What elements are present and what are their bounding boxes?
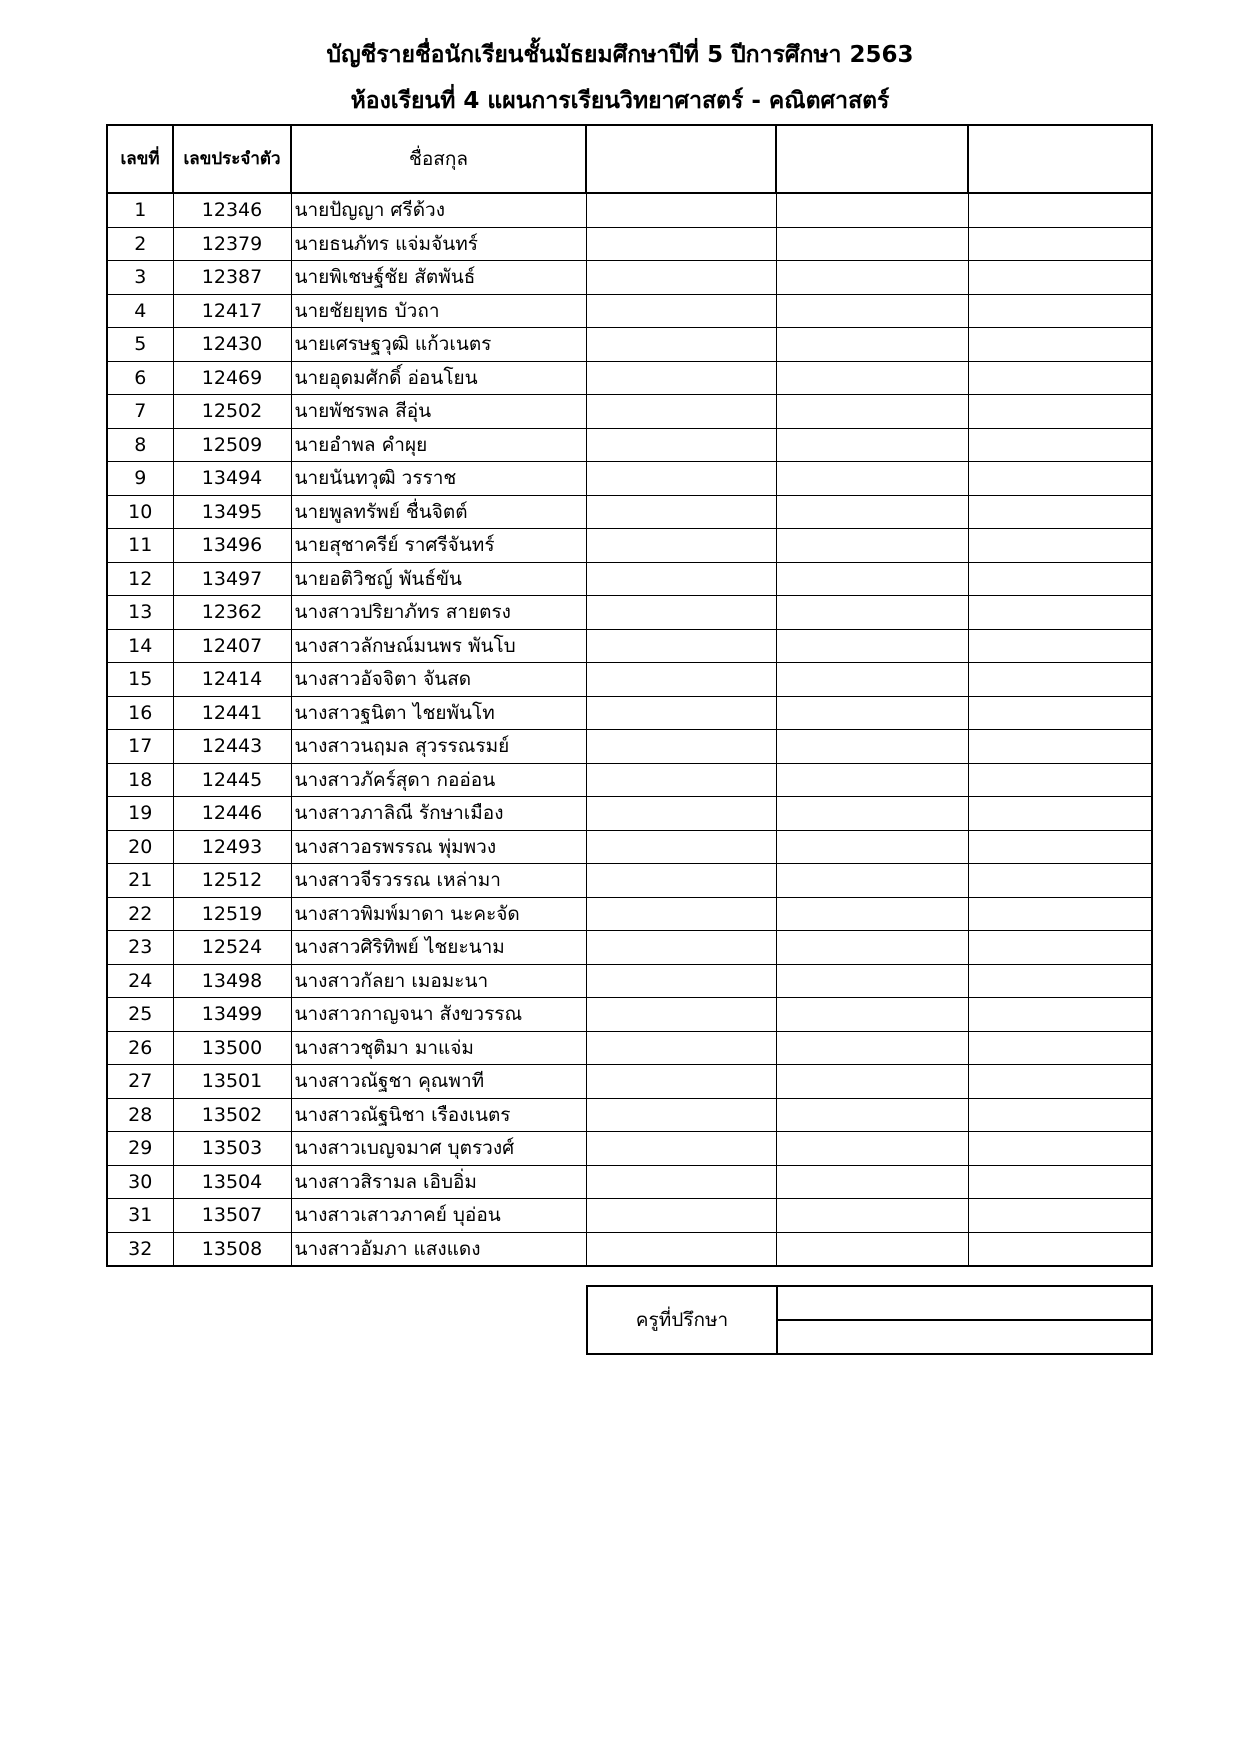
row-student-id: 12446	[173, 797, 291, 831]
row-student-name: นางสาวเบญจมาศ บุตรวงศ์	[291, 1132, 586, 1166]
row-student-id: 12414	[173, 663, 291, 697]
row-blank-cell	[586, 294, 776, 328]
row-student-id: 12469	[173, 361, 291, 395]
row-student-id: 12387	[173, 261, 291, 295]
row-student-id: 13500	[173, 1031, 291, 1065]
row-student-name: นางสาวชุติมา มาแจ่ม	[291, 1031, 586, 1065]
row-blank-cell	[968, 797, 1152, 831]
row-number: 11	[107, 529, 173, 563]
row-student-id: 12362	[173, 596, 291, 630]
row-number: 21	[107, 864, 173, 898]
row-student-id: 13508	[173, 1232, 291, 1266]
table-row	[107, 261, 1152, 295]
row-blank-cell	[776, 629, 968, 663]
table-row	[107, 1132, 1152, 1166]
row-student-name: นายชัยยุทธ บัวถา	[291, 294, 586, 328]
row-blank-cell	[586, 227, 776, 261]
row-blank-cell	[968, 294, 1152, 328]
row-student-id: 12519	[173, 897, 291, 931]
row-student-name: นางสาวสิรามล เอิบอิ่ม	[291, 1165, 586, 1199]
row-student-id: 13496	[173, 529, 291, 563]
row-number: 17	[107, 730, 173, 764]
row-number: 20	[107, 830, 173, 864]
row-blank-cell	[776, 1031, 968, 1065]
row-blank-cell	[776, 361, 968, 395]
row-number: 3	[107, 261, 173, 295]
row-blank-cell	[968, 562, 1152, 596]
table-row	[107, 1065, 1152, 1099]
row-blank-cell	[586, 562, 776, 596]
row-blank-cell	[586, 830, 776, 864]
row-blank-cell	[776, 1232, 968, 1266]
table-row	[107, 227, 1152, 261]
row-blank-cell	[776, 193, 968, 227]
row-student-id: 12417	[173, 294, 291, 328]
row-blank-cell	[776, 830, 968, 864]
table-row	[107, 428, 1152, 462]
row-blank-cell	[968, 931, 1152, 965]
row-blank-cell	[968, 964, 1152, 998]
table-row	[107, 495, 1152, 529]
advisor-signature-line-1	[777, 1286, 1152, 1320]
row-student-name: นายเศรษฐวุฒิ แก้วเนตร	[291, 328, 586, 362]
row-student-id: 12379	[173, 227, 291, 261]
row-number: 8	[107, 428, 173, 462]
row-number: 1	[107, 193, 173, 227]
table-row	[107, 462, 1152, 496]
row-student-id: 13495	[173, 495, 291, 529]
row-student-name: นายพัชรพล สีอุ่น	[291, 395, 586, 429]
row-blank-cell	[776, 763, 968, 797]
table-row	[107, 797, 1152, 831]
row-student-name: นางสาวจีรวรรณ เหล่ามา	[291, 864, 586, 898]
row-student-id: 13499	[173, 998, 291, 1032]
row-blank-cell	[968, 529, 1152, 563]
row-blank-cell	[586, 328, 776, 362]
row-student-id: 12407	[173, 629, 291, 663]
row-blank-cell	[968, 763, 1152, 797]
row-blank-cell	[776, 227, 968, 261]
row-blank-cell	[968, 361, 1152, 395]
row-student-name: นายปัญญา ศรีด้วง	[291, 193, 586, 227]
row-blank-cell	[586, 663, 776, 697]
row-blank-cell	[968, 864, 1152, 898]
table-row	[107, 931, 1152, 965]
row-student-name: นางสาวศิริทิพย์ ไชยะนาม	[291, 931, 586, 965]
row-blank-cell	[776, 1098, 968, 1132]
row-blank-cell	[586, 797, 776, 831]
row-blank-cell	[776, 294, 968, 328]
row-student-name: นางสาวอัจจิตา จันสด	[291, 663, 586, 697]
roster-body	[107, 193, 1152, 1266]
row-blank-cell	[586, 1065, 776, 1099]
row-blank-cell	[776, 897, 968, 931]
row-blank-cell	[968, 395, 1152, 429]
column-header-blank-1	[586, 125, 776, 193]
row-number: 15	[107, 663, 173, 697]
table-row	[107, 864, 1152, 898]
row-blank-cell	[776, 495, 968, 529]
row-student-id: 13501	[173, 1065, 291, 1099]
row-blank-cell	[586, 596, 776, 630]
row-blank-cell	[586, 462, 776, 496]
row-student-id: 12445	[173, 763, 291, 797]
row-blank-cell	[968, 1031, 1152, 1065]
row-blank-cell	[968, 1165, 1152, 1199]
row-blank-cell	[968, 663, 1152, 697]
table-row	[107, 1165, 1152, 1199]
row-blank-cell	[968, 1199, 1152, 1233]
row-student-id: 13494	[173, 462, 291, 496]
row-blank-cell	[776, 529, 968, 563]
row-blank-cell	[586, 1199, 776, 1233]
table-row	[107, 763, 1152, 797]
row-blank-cell	[776, 462, 968, 496]
column-header-blank-3	[968, 125, 1152, 193]
row-blank-cell	[968, 1065, 1152, 1099]
table-row	[107, 629, 1152, 663]
row-student-name: นางสาวฐนิตา ไชยพันโท	[291, 696, 586, 730]
row-student-id: 12509	[173, 428, 291, 462]
row-blank-cell	[586, 1232, 776, 1266]
row-blank-cell	[968, 1232, 1152, 1266]
row-number: 24	[107, 964, 173, 998]
row-number: 26	[107, 1031, 173, 1065]
row-student-name: นายธนภัทร แจ่มจันทร์	[291, 227, 586, 261]
row-blank-cell	[776, 1065, 968, 1099]
row-student-name: นางสาวพิมพ์มาดา นะคะจัด	[291, 897, 586, 931]
row-number: 7	[107, 395, 173, 429]
row-blank-cell	[586, 1098, 776, 1132]
row-blank-cell	[776, 1199, 968, 1233]
row-blank-cell	[586, 931, 776, 965]
row-blank-cell	[776, 797, 968, 831]
table-row	[107, 696, 1152, 730]
table-row	[107, 830, 1152, 864]
row-blank-cell	[968, 998, 1152, 1032]
row-blank-cell	[968, 596, 1152, 630]
row-number: 18	[107, 763, 173, 797]
row-blank-cell	[586, 361, 776, 395]
row-blank-cell	[776, 931, 968, 965]
row-student-name: นายอุดมศักดิ์ อ่อนโยน	[291, 361, 586, 395]
table-row	[107, 562, 1152, 596]
row-blank-cell	[586, 730, 776, 764]
row-blank-cell	[586, 864, 776, 898]
table-row	[107, 361, 1152, 395]
row-student-name: นางสาวณัฐนิชา เรืองเนตร	[291, 1098, 586, 1132]
column-header-student-id: เลขประจำตัว	[173, 125, 291, 193]
row-number: 32	[107, 1232, 173, 1266]
table-row	[107, 1232, 1152, 1266]
table-row	[107, 897, 1152, 931]
row-blank-cell	[968, 227, 1152, 261]
row-blank-cell	[586, 428, 776, 462]
column-header-blank-2	[776, 125, 968, 193]
advisor-signature-table	[586, 1285, 1153, 1355]
row-blank-cell	[968, 1132, 1152, 1166]
row-blank-cell	[968, 897, 1152, 931]
row-number: 9	[107, 462, 173, 496]
row-student-id: 12443	[173, 730, 291, 764]
row-number: 29	[107, 1132, 173, 1166]
row-blank-cell	[586, 1165, 776, 1199]
row-student-name: นางสาวเสาวภาคย์ บุอ่อน	[291, 1199, 586, 1233]
row-number: 4	[107, 294, 173, 328]
row-student-name: นางสาวภัคร์สุดา กออ่อน	[291, 763, 586, 797]
document-title-line1: บัญชีรายชื่อนักเรียนชั้นมัธยมศึกษาปีที่ 5 ปีการศึกษา 2563	[326, 42, 914, 68]
row-student-id: 13507	[173, 1199, 291, 1233]
row-number: 13	[107, 596, 173, 630]
row-blank-cell	[968, 830, 1152, 864]
row-blank-cell	[586, 1132, 776, 1166]
advisor-label: ครูที่ปรึกษา	[587, 1286, 777, 1354]
row-blank-cell	[586, 1031, 776, 1065]
row-blank-cell	[968, 1098, 1152, 1132]
table-row	[107, 998, 1152, 1032]
row-number: 30	[107, 1165, 173, 1199]
table-row	[107, 1199, 1152, 1233]
row-student-id: 12512	[173, 864, 291, 898]
row-number: 19	[107, 797, 173, 831]
row-blank-cell	[586, 763, 776, 797]
row-number: 5	[107, 328, 173, 362]
row-blank-cell	[586, 629, 776, 663]
table-row	[107, 193, 1152, 227]
row-student-id: 12524	[173, 931, 291, 965]
row-student-name: นางสาวณัฐชา คุณพาที	[291, 1065, 586, 1099]
table-row	[107, 294, 1152, 328]
row-blank-cell	[586, 395, 776, 429]
table-row	[107, 596, 1152, 630]
row-blank-cell	[776, 328, 968, 362]
row-student-name: นางสาวนฤมล สุวรรณรมย์	[291, 730, 586, 764]
row-blank-cell	[586, 529, 776, 563]
table-row	[107, 395, 1152, 429]
advisor-signature-line-2	[777, 1320, 1152, 1354]
row-student-name: นางสาวอรพรรณ พุ่มพวง	[291, 830, 586, 864]
row-blank-cell	[968, 261, 1152, 295]
column-header-number: เลขที่	[107, 125, 173, 193]
row-blank-cell	[776, 261, 968, 295]
table-row	[107, 730, 1152, 764]
row-student-name: นายสุชาครีย์ ราศรีจันทร์	[291, 529, 586, 563]
row-blank-cell	[776, 428, 968, 462]
row-number: 14	[107, 629, 173, 663]
row-number: 2	[107, 227, 173, 261]
row-blank-cell	[968, 696, 1152, 730]
row-student-name: นางสาวกัลยา เมอมะนา	[291, 964, 586, 998]
row-blank-cell	[968, 495, 1152, 529]
document-title-line2: ห้องเรียนที่ 4 แผนการเรียนวิทยาศาสตร์ - คณิตศาสตร์	[350, 88, 890, 114]
row-number: 10	[107, 495, 173, 529]
row-blank-cell	[968, 629, 1152, 663]
row-blank-cell	[968, 730, 1152, 764]
row-number: 27	[107, 1065, 173, 1099]
row-blank-cell	[776, 395, 968, 429]
row-number: 23	[107, 931, 173, 965]
table-row	[107, 663, 1152, 697]
row-student-name: นายพูลทรัพย์ ชื่นจิตต์	[291, 495, 586, 529]
table-row	[107, 529, 1152, 563]
column-header-name: ชื่อสกุล	[291, 125, 586, 193]
row-number: 12	[107, 562, 173, 596]
table-header-row	[107, 125, 1152, 193]
row-blank-cell	[776, 964, 968, 998]
row-blank-cell	[586, 964, 776, 998]
row-student-id: 12346	[173, 193, 291, 227]
row-blank-cell	[776, 998, 968, 1032]
row-student-name: นายอติวิชญ์ พันธ์ขัน	[291, 562, 586, 596]
row-student-name: นางสาวปริยาภัทร สายตรง	[291, 596, 586, 630]
table-row	[107, 964, 1152, 998]
row-student-id: 13498	[173, 964, 291, 998]
row-student-id: 13503	[173, 1132, 291, 1166]
row-blank-cell	[776, 696, 968, 730]
row-blank-cell	[586, 897, 776, 931]
row-blank-cell	[776, 562, 968, 596]
row-number: 22	[107, 897, 173, 931]
row-student-name: นางสาวภาลิณี รักษาเมือง	[291, 797, 586, 831]
row-student-id: 12493	[173, 830, 291, 864]
row-number: 6	[107, 361, 173, 395]
student-roster-table	[106, 124, 1153, 1267]
row-blank-cell	[586, 998, 776, 1032]
row-student-name: นายพิเชษฐ์ชัย สัตพันธ์	[291, 261, 586, 295]
row-student-name: นางสาวกาญจนา สังขวรรณ	[291, 998, 586, 1032]
row-student-id: 13504	[173, 1165, 291, 1199]
row-blank-cell	[586, 193, 776, 227]
row-number: 28	[107, 1098, 173, 1132]
table-row	[107, 1031, 1152, 1065]
row-number: 25	[107, 998, 173, 1032]
row-blank-cell	[586, 495, 776, 529]
row-student-id: 13497	[173, 562, 291, 596]
row-student-id: 12502	[173, 395, 291, 429]
table-row	[107, 328, 1152, 362]
row-student-id: 12430	[173, 328, 291, 362]
row-blank-cell	[586, 696, 776, 730]
row-blank-cell	[968, 428, 1152, 462]
row-number: 16	[107, 696, 173, 730]
row-blank-cell	[776, 1132, 968, 1166]
row-student-name: นายอำพล คำผุย	[291, 428, 586, 462]
row-blank-cell	[776, 1165, 968, 1199]
row-student-name: นางสาวลักษณ์มนพร พันโบ	[291, 629, 586, 663]
row-blank-cell	[968, 193, 1152, 227]
row-blank-cell	[776, 596, 968, 630]
table-row	[107, 1098, 1152, 1132]
row-student-id: 12441	[173, 696, 291, 730]
row-number: 31	[107, 1199, 173, 1233]
row-blank-cell	[776, 864, 968, 898]
row-blank-cell	[968, 328, 1152, 362]
row-blank-cell	[586, 261, 776, 295]
row-student-name: นางสาวอัมภา แสงแดง	[291, 1232, 586, 1266]
row-student-name: นายนันทวุฒิ วรราช	[291, 462, 586, 496]
row-student-id: 13502	[173, 1098, 291, 1132]
row-blank-cell	[776, 663, 968, 697]
row-blank-cell	[776, 730, 968, 764]
row-blank-cell	[968, 462, 1152, 496]
